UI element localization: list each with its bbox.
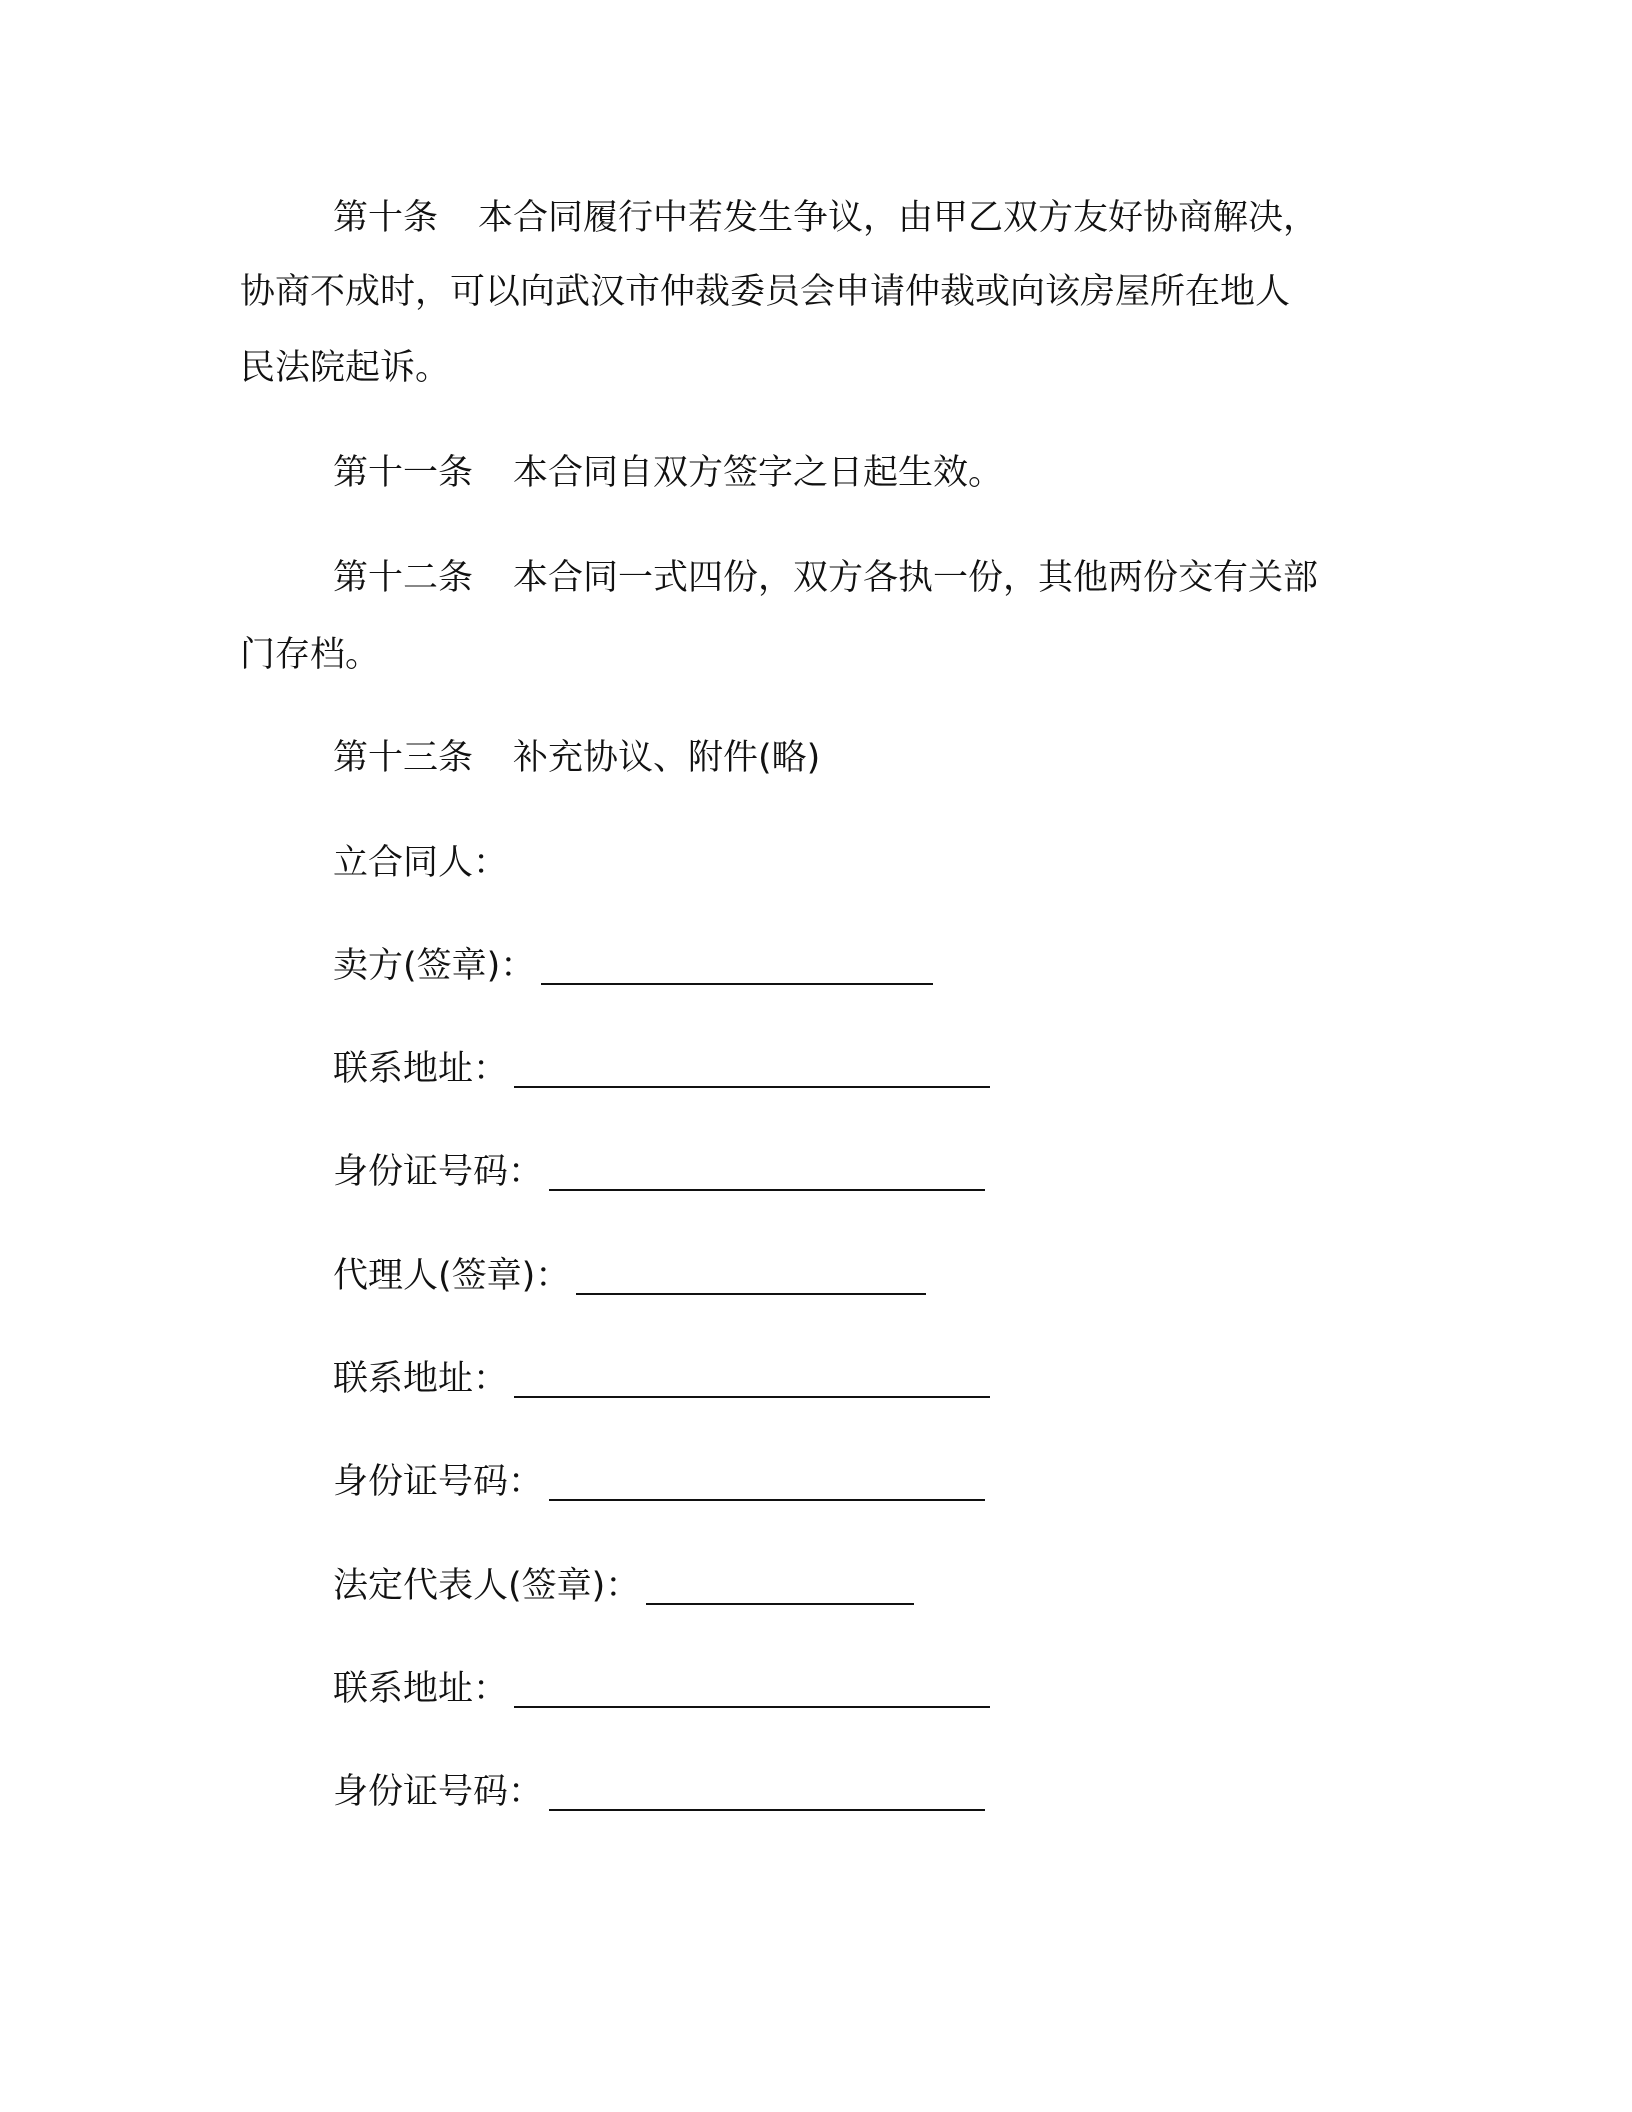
legal-rep-signature-blank[interactable] xyxy=(646,1569,914,1605)
article-12-text-1: 本合同一式四份，双方各执一份，其他两份交有关部 xyxy=(513,558,1319,598)
article-12-line-1 xyxy=(333,558,1318,598)
agent-id-row xyxy=(333,1462,985,1502)
article-13-number: 第十三条 xyxy=(333,738,474,778)
article-10-line-3: 民法院起诉。 xyxy=(240,348,451,388)
article-11 xyxy=(333,453,1003,493)
field-label: 联系地址： xyxy=(333,1359,509,1399)
agent-signature-blank[interactable] xyxy=(576,1259,926,1295)
seller-address-blank[interactable] xyxy=(514,1052,990,1088)
article-10-line-2: 协商不成时，可以向武汉市仲裁委员会申请仲裁或向该房屋所在地人 xyxy=(240,272,1291,312)
seller-id-row xyxy=(333,1152,985,1192)
seller-address-row xyxy=(333,1049,990,1089)
field-label: 身份证号码： xyxy=(333,1772,544,1812)
field-label: 身份证号码： xyxy=(333,1152,544,1192)
legal-rep-address-row xyxy=(333,1669,990,1709)
legal-rep-id-row xyxy=(333,1772,985,1812)
field-label: 卖方(签章)： xyxy=(333,946,536,986)
article-11-text: 本合同自双方签字之日起生效。 xyxy=(513,453,1004,493)
seller-signature-row xyxy=(333,946,933,986)
field-label: 法定代表人(签章)： xyxy=(333,1566,641,1606)
field-label: 代理人(签章)： xyxy=(333,1256,571,1296)
article-13 xyxy=(333,738,820,778)
field-label: 联系地址： xyxy=(333,1669,509,1709)
legal-rep-id-blank[interactable] xyxy=(549,1775,985,1811)
agent-address-blank[interactable] xyxy=(514,1362,990,1398)
agent-signature-row xyxy=(333,1256,926,1296)
article-12-number: 第十二条 xyxy=(333,558,474,598)
article-10-line-1 xyxy=(333,198,1318,238)
article-10-number: 第十条 xyxy=(333,198,439,238)
seller-id-blank[interactable] xyxy=(549,1155,985,1191)
signatories-heading: 立合同人： xyxy=(333,843,509,883)
article-11-number: 第十一条 xyxy=(333,453,474,493)
seller-signature-blank[interactable] xyxy=(541,949,933,985)
article-12-line-2: 门存档。 xyxy=(240,635,381,675)
field-label: 联系地址： xyxy=(333,1049,509,1089)
agent-address-row xyxy=(333,1359,990,1399)
field-label: 身份证号码： xyxy=(333,1462,544,1502)
legal-rep-signature-row xyxy=(333,1566,914,1606)
agent-id-blank[interactable] xyxy=(549,1465,985,1501)
legal-rep-address-blank[interactable] xyxy=(514,1672,990,1708)
article-13-text: 补充协议、附件(略) xyxy=(513,738,821,778)
article-10-text-1: 本合同履行中若发生争议，由甲乙双方友好协商解决， xyxy=(478,198,1319,238)
